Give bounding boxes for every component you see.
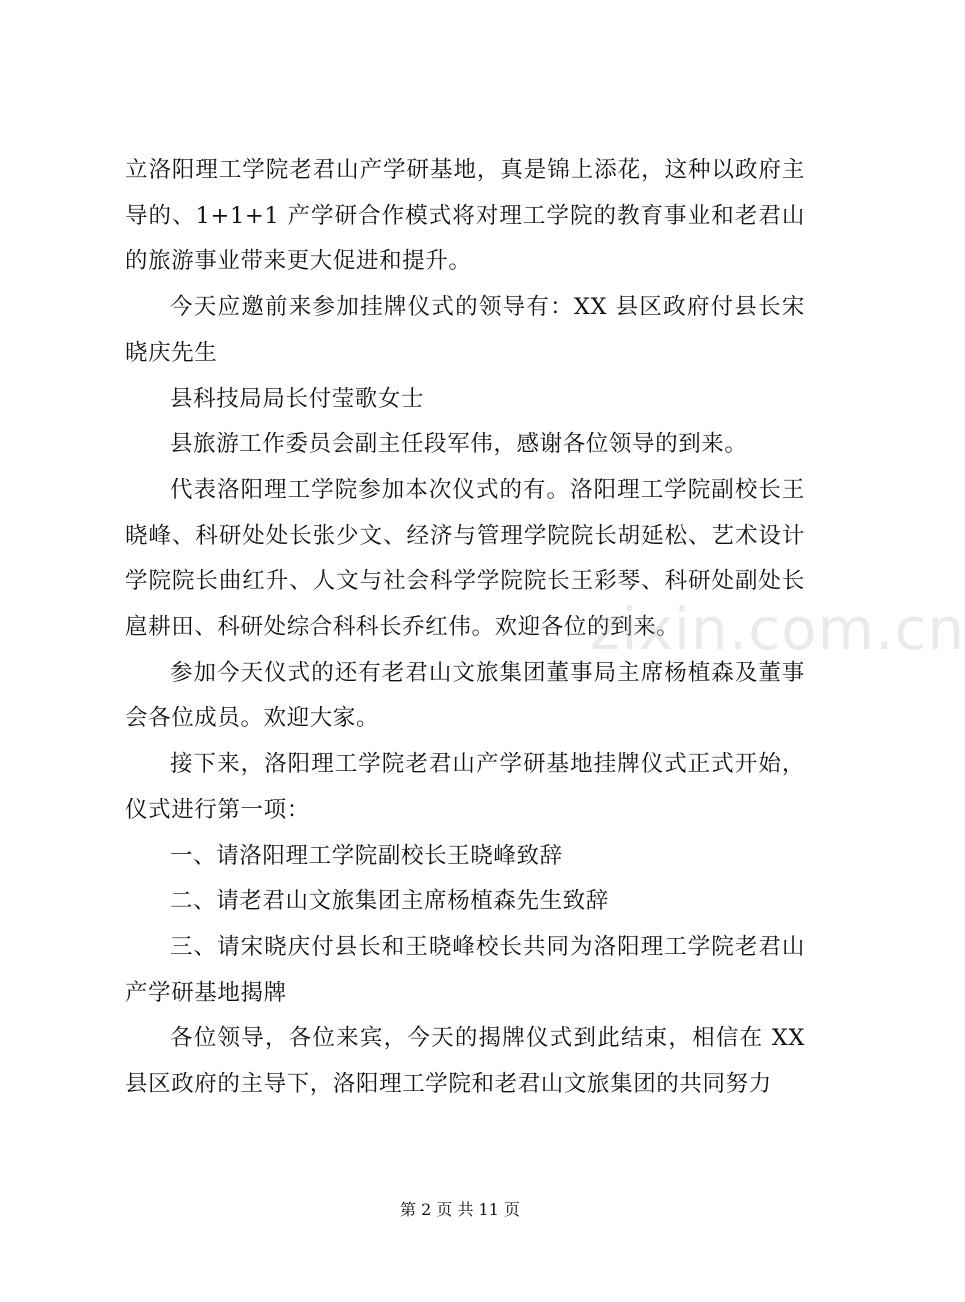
document-body [125, 148, 805, 1108]
paragraph-tourism-committee: 县旅游工作委员会副主任段军伟，感谢各位领导的到来。 [170, 431, 748, 458]
paragraph-institute-representatives: 代表洛阳理工学院参加本次仪式的有。洛阳理工学院副校长王晓峰、科研处处长张少文、经济与管理学院院长胡延松、艺术设计学院院长曲红升、人文与社会科学学院院长王彩琴、科研处副处长扈耕田、科研处综合科科长乔红伟。欢迎各位的到来。 [125, 476, 805, 641]
paragraph-attending-leaders: 今天应邀前来参加挂牌仪式的领导有：XX 县区政府付县长宋晓庆先生 [125, 294, 805, 366]
paragraph-continuation: 立洛阳理工学院老君山产学研基地，真是锦上添花，这种以政府主导的、1+1+1 产学研合作模式将对理工学院的教育事业和老君山的旅游事业带来更大促进和提升。 [125, 157, 805, 275]
page-number-footer: 第 2 页 共 11 页 [400, 1200, 520, 1219]
paragraph-item-three: 三、请宋晓庆付县长和王晓峰校长共同为洛阳理工学院老君山产学研基地揭牌 [125, 933, 805, 1006]
paragraph-group-board: 参加今天仪式的还有老君山文旅集团董事局主席杨植森及董事会各位成员。欢迎大家。 [125, 659, 805, 732]
paragraph-closing: 各位领导，各位来宾，今天的揭牌仪式到此结束，相信在 XX 县区政府的主导下，洛阳理工学院和老君山文旅集团的共同努力 [125, 1025, 805, 1098]
paragraph-science-bureau: 县科技局局长付莹歌女士 [170, 385, 425, 412]
watermark: zixin.com.cn [590, 595, 965, 663]
paragraph-ceremony-start: 接下来，洛阳理工学院老君山产学研基地挂牌仪式正式开始，仪式进行第一项： [125, 751, 805, 823]
paragraph-item-one: 一、请洛阳理工学院副校长王晓峰致辞 [170, 842, 563, 869]
paragraph-item-two: 二、请老君山文旅集团主席杨植森先生致辞 [170, 888, 609, 915]
